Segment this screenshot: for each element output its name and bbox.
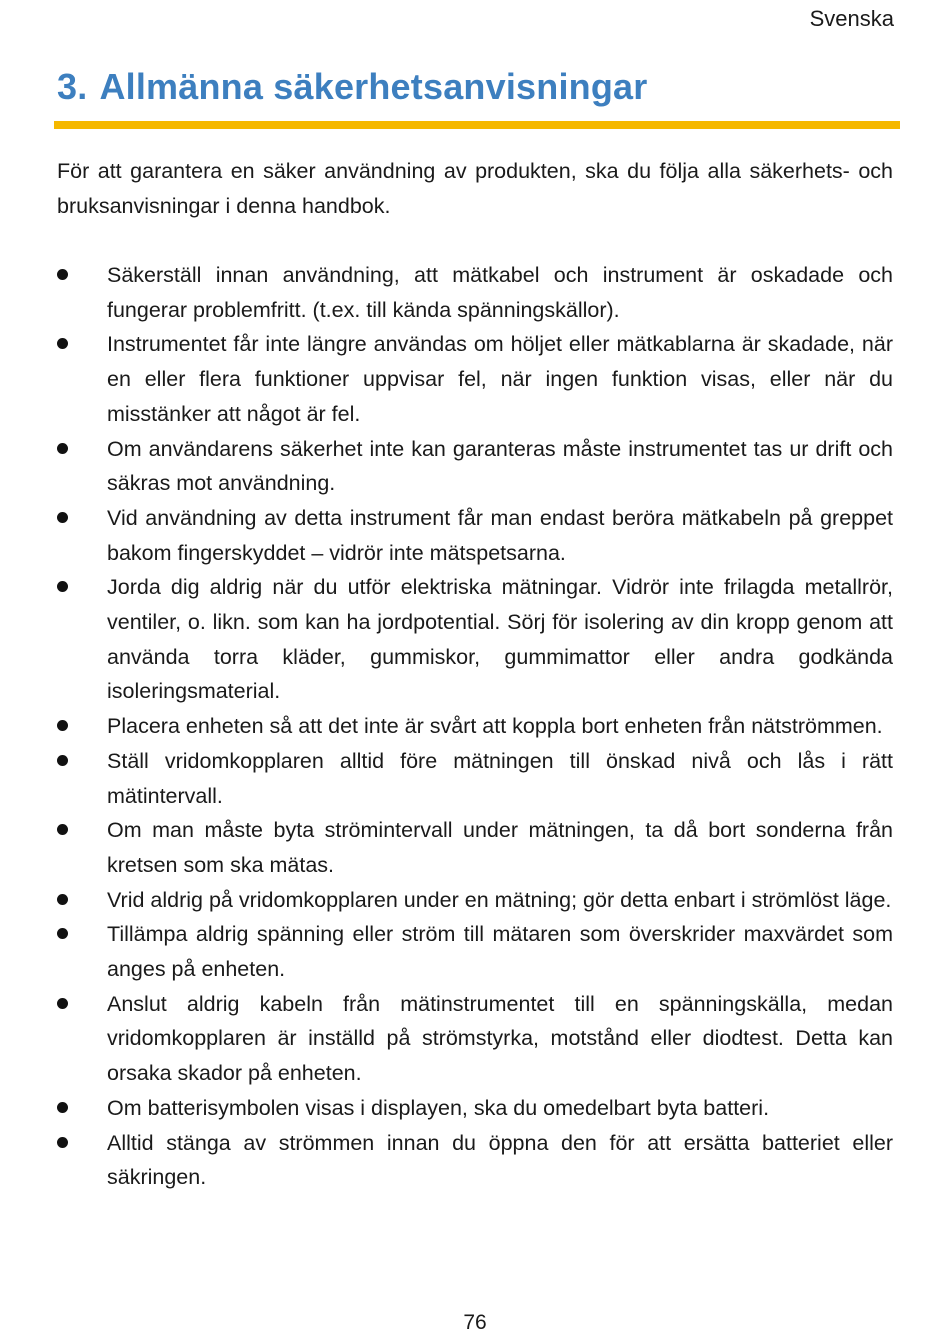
section-title: Allmänna säkerhetsanvisningar <box>99 66 648 107</box>
list-item <box>57 987 893 1091</box>
list-item <box>57 917 893 986</box>
list-item-text: Placera enheten så att det inte är svårt att koppla bort enheten från nätströmmen. <box>107 714 883 739</box>
intro-paragraph: För att garantera en säker användning av produkten, ska du följa alla säkerhets- och bruksanvisningar i denna handbok. <box>57 159 893 218</box>
bullet-icon <box>57 720 68 731</box>
bullet-icon <box>57 894 68 905</box>
list-item-text: Tillämpa aldrig spänning eller ström till mätaren som överskrider maxvärdet som anges på enheten. <box>107 922 893 982</box>
list-item <box>57 883 893 918</box>
list-item-text: Jorda dig aldrig när du utför elektriska mätningar. Vidrör inte frilagda metallrör, ventiler, o. likn. som kan ha jordpotential. Sörj för isolering av din kropp genom att använda torra kläder, gummiskor, gummimattor eller andra godkända isoleringsmaterial. <box>107 575 893 704</box>
list-item-text: Om batterisymbolen visas i displayen, ska du omedelbart byta batteri. <box>107 1095 770 1120</box>
section-number: 3. <box>57 66 88 107</box>
safety-instructions-list <box>57 258 893 1195</box>
bullet-icon <box>57 928 68 939</box>
list-item-text: Säkerställ innan användning, att mätkabel och instrument är oskadade och fungerar problemfritt. (t.ex. till kända spänningskällor). <box>107 263 893 322</box>
page-number: 76 <box>463 1311 487 1334</box>
list-item-text: Om man måste byta strömintervall under mätningen, ta då bort sonderna från kretsen som ska mätas. <box>107 818 893 877</box>
list-item-text: Instrumentet får inte längre användas om höljet eller mätkablarna är skadade, när en eller flera funktioner uppvisar fel, när ingen funktion visas, eller när du misstänker att något är fel. <box>107 332 893 426</box>
bullet-icon <box>57 269 68 280</box>
list-item-text: Om användarens säkerhet inte kan garanteras måste instrumentet tas ur drift och säkras mot användning. <box>107 436 893 496</box>
bullet-icon <box>57 998 68 1009</box>
list-item-text: Vrid aldrig på vridomkopplaren under en mätning; gör detta enbart i strömlöst läge. <box>107 887 892 912</box>
list-item-text: Anslut aldrig kabeln från mätinstrumentet till en spänningskälla, medan vridomkopplaren är inställd på strömstyrka, motstånd eller diodtest. Detta kan orsaka skador på enheten. <box>107 991 893 1086</box>
bullet-icon <box>57 1137 68 1148</box>
bullet-icon <box>57 1102 68 1113</box>
list-item <box>57 432 893 501</box>
bullet-icon <box>57 581 68 592</box>
list-item-text: Vid användning av detta instrument får man endast beröra mätkabeln på greppet bakom fingerskyddet – vidrör inte mätspetsarna. <box>107 505 893 565</box>
list-item <box>57 813 893 882</box>
bullet-icon <box>57 443 68 454</box>
list-item <box>57 501 893 570</box>
list-item <box>57 709 893 744</box>
bullet-icon <box>57 755 68 766</box>
section-heading <box>57 66 647 108</box>
list-item-text: Ställ vridomkopplaren alltid före mätningen till önskad nivå och lås i rätt mätintervall. <box>107 748 893 808</box>
bullet-icon <box>57 338 68 349</box>
list-item <box>57 1091 893 1126</box>
heading-divider <box>54 121 900 129</box>
list-item <box>57 327 893 431</box>
list-item <box>57 570 893 709</box>
list-item-text: Alltid stänga av strömmen innan du öppna den för att ersätta batteriet eller säkringen. <box>107 1130 893 1190</box>
list-item <box>57 258 893 327</box>
list-item <box>57 744 893 813</box>
bullet-icon <box>57 824 68 835</box>
language-label: Svenska <box>809 6 894 31</box>
bullet-icon <box>57 512 68 523</box>
list-item <box>57 1126 893 1195</box>
